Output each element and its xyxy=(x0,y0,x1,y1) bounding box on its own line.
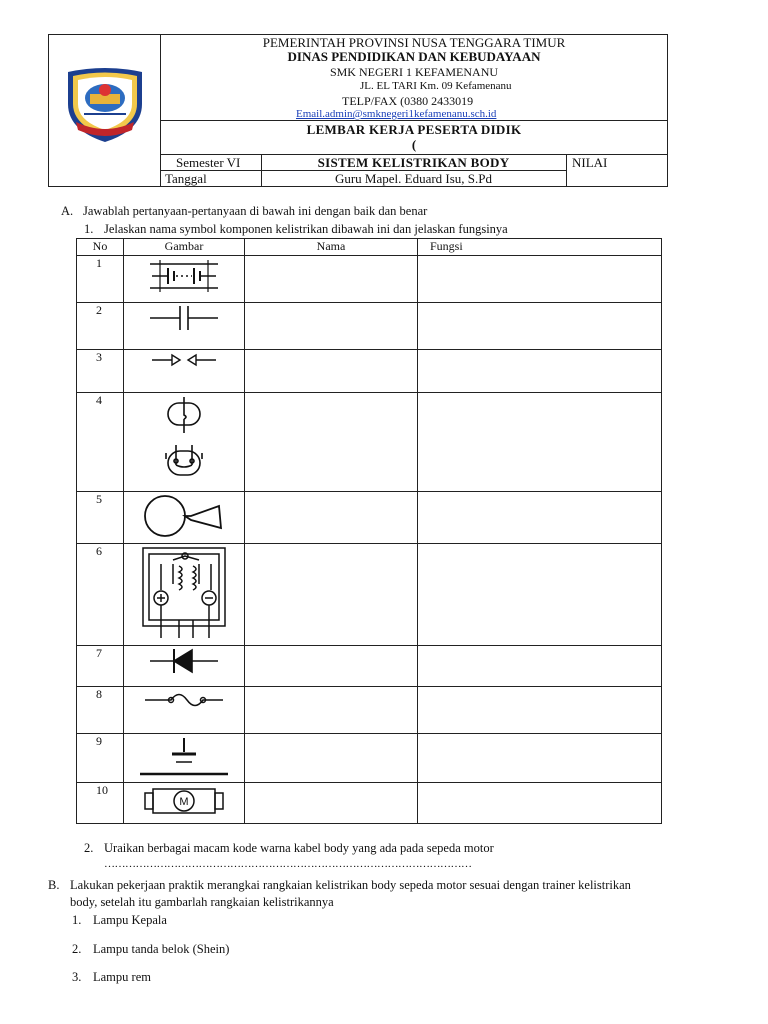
header-address: JL. EL TARI Km. 09 Kefamenanu xyxy=(360,80,512,92)
header-gambar: Gambar xyxy=(124,239,245,256)
diode-symbol xyxy=(124,646,245,687)
name-cell[interactable] xyxy=(245,393,418,492)
function-cell[interactable] xyxy=(418,350,662,393)
section-a-instruction: Jawablah pertanyaan-pertanyaan di bawah ini dengan baik dan benar xyxy=(83,204,428,218)
answer-dots[interactable]: …………………………………………………………………………………………… xyxy=(104,858,472,870)
row-number: 3 xyxy=(77,350,124,393)
header-line2: DINAS PENDIDIKAN DAN KEBUDAYAAN xyxy=(287,49,541,64)
table-header-row xyxy=(77,239,662,256)
table-row xyxy=(77,687,662,734)
row-number: 2 xyxy=(77,303,124,350)
function-cell[interactable] xyxy=(418,544,662,646)
table-row xyxy=(77,303,662,350)
row-number: 10 xyxy=(77,783,124,824)
function-cell[interactable] xyxy=(418,256,662,303)
score-label: NILAI xyxy=(572,155,608,170)
item-2-number: 2. xyxy=(72,942,82,956)
table-row xyxy=(77,350,662,393)
connector-symbol xyxy=(124,350,245,393)
motor-label: M xyxy=(179,796,189,808)
name-cell[interactable] xyxy=(245,783,418,824)
name-cell[interactable] xyxy=(245,350,418,393)
item-3-label: Lampu rem xyxy=(93,970,151,984)
function-cell[interactable] xyxy=(418,303,662,350)
ground-symbol xyxy=(124,734,245,783)
table-row xyxy=(77,646,662,687)
date-label: Tanggal xyxy=(165,171,207,186)
name-cell[interactable] xyxy=(245,544,418,646)
item-2-label: Lampu tanda belok (Shein) xyxy=(93,942,230,956)
row-number: 7 xyxy=(77,646,124,687)
table-row xyxy=(77,783,662,824)
table-row xyxy=(77,734,662,783)
header-phone: TELP/FAX (0380 2433019 xyxy=(342,94,474,108)
question-1-text: Jelaskan nama symbol komponen kelistrikan dibawah ini dan jelaskan fungsinya xyxy=(104,222,508,236)
item-3-number: 3. xyxy=(72,970,82,984)
header-nama: Nama xyxy=(245,239,418,256)
function-cell[interactable] xyxy=(418,687,662,734)
header-line1: PEMERINTAH PROVINSI NUSA TENGGARA TIMUR xyxy=(262,35,566,50)
name-cell[interactable] xyxy=(245,734,418,783)
row-number: 1 xyxy=(77,256,124,303)
row-number: 6 xyxy=(77,544,124,646)
motor-symbol xyxy=(124,783,245,824)
function-cell[interactable] xyxy=(418,393,662,492)
bulb-symbol xyxy=(124,393,245,492)
worksheet-title-paren: ( xyxy=(411,137,417,152)
function-cell[interactable] xyxy=(418,646,662,687)
question-2-text: Uraikan berbagai macam kode warna kabel body yang ada pada sepeda motor xyxy=(104,841,494,855)
worksheet-title: LEMBAR KERJA PESERTA DIDIK xyxy=(306,122,522,137)
table-row xyxy=(77,256,662,303)
table-row xyxy=(77,492,662,544)
school-logo xyxy=(62,64,148,144)
name-cell[interactable] xyxy=(245,646,418,687)
name-cell[interactable] xyxy=(245,256,418,303)
header-line3: SMK NEGERI 1 KEFAMENANU xyxy=(329,65,499,79)
semester-label: Semester VI xyxy=(176,155,241,170)
flasher-relay-symbol xyxy=(124,544,245,646)
question-1-number: 1. xyxy=(84,222,94,236)
capacitor-symbol xyxy=(124,303,245,350)
subject-title: SISTEM KELISTRIKAN BODY xyxy=(317,155,510,170)
table-row xyxy=(77,393,662,492)
row-number: 4 xyxy=(77,393,124,492)
name-cell[interactable] xyxy=(245,303,418,350)
header-fungsi: Fungsi xyxy=(418,239,662,256)
section-b-instruction-1: Lakukan pekerjaan praktik merangkai rangkaian kelistrikan body sepeda motor sesuai dengan trainer kelistrikan xyxy=(70,878,631,892)
section-b-instruction-2: body, setelah itu gambarlah rangkaian kelistrikannya xyxy=(70,895,334,909)
row-number: 8 xyxy=(77,687,124,734)
row-number: 5 xyxy=(77,492,124,544)
table-row xyxy=(77,544,662,646)
horn-symbol xyxy=(124,492,245,544)
header-box xyxy=(48,34,668,187)
fuse-symbol xyxy=(124,687,245,734)
section-b-marker: B. xyxy=(48,878,60,892)
question-2-number: 2. xyxy=(84,841,94,855)
row-number: 9 xyxy=(77,734,124,783)
item-1-label: Lampu Kepala xyxy=(93,913,167,927)
name-cell[interactable] xyxy=(245,492,418,544)
symbol-table xyxy=(76,238,662,824)
battery-symbol xyxy=(124,256,245,303)
function-cell[interactable] xyxy=(418,734,662,783)
item-1-number: 1. xyxy=(72,913,82,927)
function-cell[interactable] xyxy=(418,492,662,544)
section-a-marker: A. xyxy=(61,204,74,218)
teacher-name: Guru Mapel. Eduard Isu, S.Pd xyxy=(334,171,493,186)
function-cell[interactable] xyxy=(418,783,662,824)
name-cell[interactable] xyxy=(245,687,418,734)
header-no: No xyxy=(77,239,124,256)
header-email-link[interactable]: Email.admin@smknegeri1kefamenanu.sch.id xyxy=(296,108,497,120)
